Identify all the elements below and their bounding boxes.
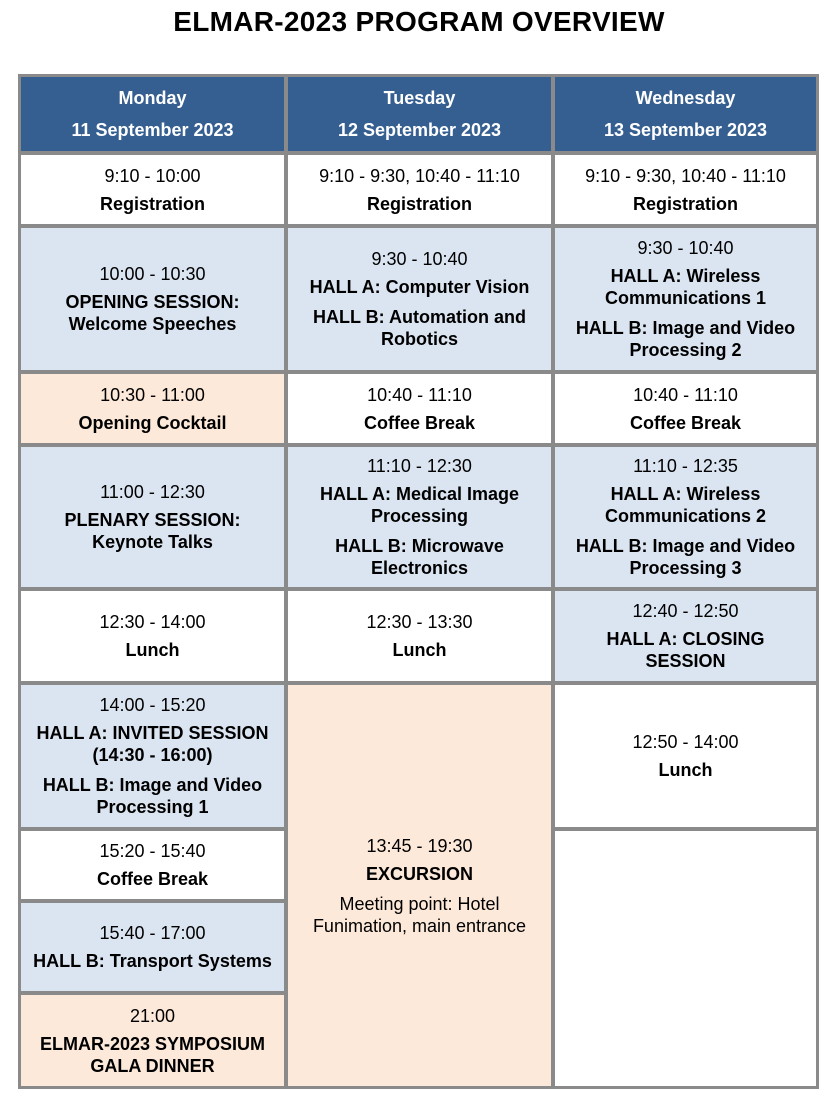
slot-time: 11:00 - 12:30 [100,482,205,502]
slot-label: Registration [366,193,472,214]
slot-time: 10:40 - 11:10 [633,384,738,405]
slot-time: 10:00 - 10:30 [99,264,206,284]
monday-transport-session [21,903,284,991]
slot-time: 21:00 [129,1005,176,1026]
slot-time: 15:40 - 17:00 [99,923,206,943]
slot-label: ELMAR-2023 SYMPOSIUM GALA DINNER [39,1033,266,1076]
wednesday-coffee-break [555,374,816,443]
hall-b-session: HALL B: Image and Video Processing 3 [575,536,796,578]
wednesday-lunch [555,685,816,827]
hall-a-session: HALL A: INVITED SESSION (14:30 - 16:00) [36,723,269,765]
header-tuesday [288,77,551,151]
wednesday-closing-session [555,591,816,681]
monday-opening-cocktail [21,374,284,443]
slot-label: Coffee Break [363,412,476,433]
monday-registration [21,155,284,224]
monday-coffee-break [21,831,284,899]
tuesday-registration [288,155,551,224]
day-date: 13 September 2023 [603,120,768,140]
slot-time: 14:00 - 15:20 [99,695,206,715]
monday-plenary-session [21,447,284,587]
slot-label: Coffee Break [96,869,209,889]
hall-a-session: HALL A: Medical Image Processing [319,484,520,526]
slot-time: 10:30 - 11:00 [100,384,205,405]
day-date: 12 September 2023 [337,120,502,140]
slot-label: Lunch [392,640,447,660]
slot-label: EXCURSION [365,863,473,884]
slot-time: 9:30 - 10:40 [637,238,734,258]
hall-b-session: HALL B: Automation and Robotics [313,307,526,349]
slot-time: 11:10 - 12:35 [633,456,738,476]
hall-a-session: HALL A: Wireless Communications 2 [604,484,767,526]
wednesday-morning-sessions [555,228,816,370]
slot-label: HALL A: CLOSING SESSION [606,629,765,671]
slot-label: PLENARY SESSION: Keynote Talks [64,510,241,552]
excursion-note: Meeting point: Hotel Funimation, main entrance [312,893,527,936]
slot-time: 12:40 - 12:50 [632,601,739,621]
hall-b-session: HALL B: Microwave Electronics [335,536,504,578]
slot-label: Opening Cocktail [78,412,227,433]
slot-time: 11:10 - 12:30 [367,456,472,476]
tuesday-lunch [288,591,551,681]
day-name: Tuesday [383,88,456,108]
slot-time: 9:10 - 9:30, 10:40 - 11:10 [319,165,520,186]
tuesday-midday-sessions [288,447,551,587]
day-name: Monday [118,88,187,108]
monday-opening-session [21,228,284,370]
hall-a-session: HALL A: Wireless Communications 1 [604,266,767,308]
slot-time: 15:20 - 15:40 [99,841,206,861]
monday-lunch [21,591,284,681]
monday-afternoon-sessions [21,685,284,827]
hall-a-session: HALL A: Computer Vision [309,277,530,297]
monday-gala-dinner [21,995,284,1086]
tuesday-excursion [288,685,551,1086]
slot-time: 13:45 - 19:30 [366,835,473,856]
tuesday-coffee-break [288,374,551,443]
slot-time: 12:30 - 14:00 [99,612,206,632]
wednesday-empty-cell [555,831,816,1086]
slot-label: HALL B: Transport Systems [33,951,272,971]
slot-time: 12:30 - 13:30 [366,612,473,632]
slot-label: Lunch [125,640,180,660]
slot-time: 9:10 - 10:00 [104,165,201,186]
wednesday-registration [555,155,816,224]
slot-time: 12:50 - 14:00 [632,732,739,752]
slot-label: Coffee Break [629,412,742,433]
day-date: 11 September 2023 [71,120,234,140]
day-name: Wednesday [635,88,736,108]
slot-label: Lunch [658,760,713,780]
slot-label: Registration [632,193,738,214]
slot-label: Registration [99,193,205,214]
slot-time: 9:30 - 10:40 [371,249,468,269]
tuesday-morning-sessions [288,228,551,370]
page-title: ELMAR-2023 PROGRAM OVERVIEW [173,6,665,37]
slot-time: 9:10 - 9:30, 10:40 - 11:10 [585,165,786,186]
header-wednesday [555,77,816,151]
hall-b-session: HALL B: Image and Video Processing 1 [42,775,263,817]
wednesday-midday-sessions [555,447,816,587]
program-table [18,74,819,1089]
header-monday [21,77,284,151]
slot-label: OPENING SESSION: Welcome Speeches [65,292,240,334]
slot-time: 10:40 - 11:10 [367,384,472,405]
hall-b-session: HALL B: Image and Video Processing 2 [575,318,796,360]
